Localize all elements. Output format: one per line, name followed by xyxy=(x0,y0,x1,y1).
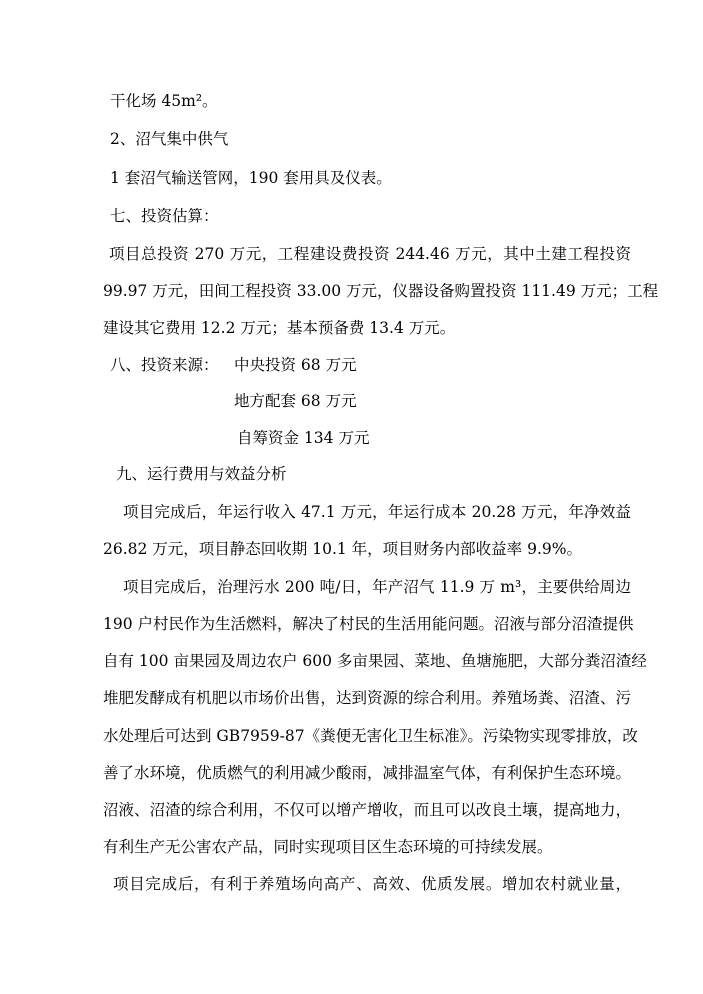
funding-item: 自筹资金 134 万元 xyxy=(237,429,370,447)
paragraph-line: 项目完成后，年运行收入 47.1 万元，年运行成本 20.28 万元，年净效益 xyxy=(123,503,631,521)
section-heading: 2、沼气集中供气 xyxy=(110,130,229,148)
paragraph-line: 26.82 万元，项目静态回收期 10.1 年，项目财务内部收益率 9.9%。 xyxy=(103,540,582,558)
funding-item: 地方配套 68 万元 xyxy=(234,392,357,410)
paragraph-line: 有利生产无公害农产品，同时实现项目区生态环境的可持续发展。 xyxy=(103,838,553,856)
paragraph-line: 水处理后可达到 GB7959-87《粪便无害化卫生标准》。污染物实现零排放，改 xyxy=(103,727,638,745)
paragraph-line: 善了水环境，优质燃气的利用减少酸雨，减排温室气体，有利保护生态环境。 xyxy=(103,764,631,782)
paragraph-line: 99.97 万元，田间工程投资 33.00 万元，仪器设备购置投资 111.49 万元；工程 xyxy=(103,282,659,300)
paragraph-line: 项目完成后，有利于养殖场向高产、高效、优质发展。增加农村就业量， xyxy=(113,875,631,893)
section-heading: 七、投资估算： xyxy=(110,207,219,225)
paragraph-line: 沼液、沼渣的综合利用，不仅可以增产增收，而且可以改良土壤，提高地力， xyxy=(103,801,631,819)
funding-item: 中央投资 68 万元 xyxy=(234,356,357,374)
paragraph-line: 自有 100 亩果园及周边农户 600 多亩果园、菜地、鱼塘施肥，大部分粪沼渣经 xyxy=(103,652,647,670)
section-heading: 九、运行费用与效益分析 xyxy=(116,465,287,483)
paragraph-line: 项目总投资 270 万元，工程建设费投资 244.46 万元，其中土建工程投资 xyxy=(109,245,631,263)
paragraph-line: 190 户村民作为生活燃料，解决了村民的生活用能问题。沼液与部分沼渣提供 xyxy=(103,615,634,633)
section-heading: 八、投资来源： xyxy=(110,356,219,374)
paragraph-line: 项目完成后，治理污水 200 吨/日，年产沼气 11.9 万 m³，主要供给周边 xyxy=(123,578,631,596)
paragraph-line: 堆肥发酵成有机肥以市场价出售，达到资源的综合利用。养殖场粪、沼渣、污 xyxy=(103,689,631,707)
paragraph-line: 建设其它费用 12.2 万元；基本预备费 13.4 万元。 xyxy=(103,319,456,337)
text-line: 干化场 45m²。 xyxy=(110,92,218,110)
text-line: 1 套沼气输送管网，190 套用具及仪表。 xyxy=(110,169,392,187)
